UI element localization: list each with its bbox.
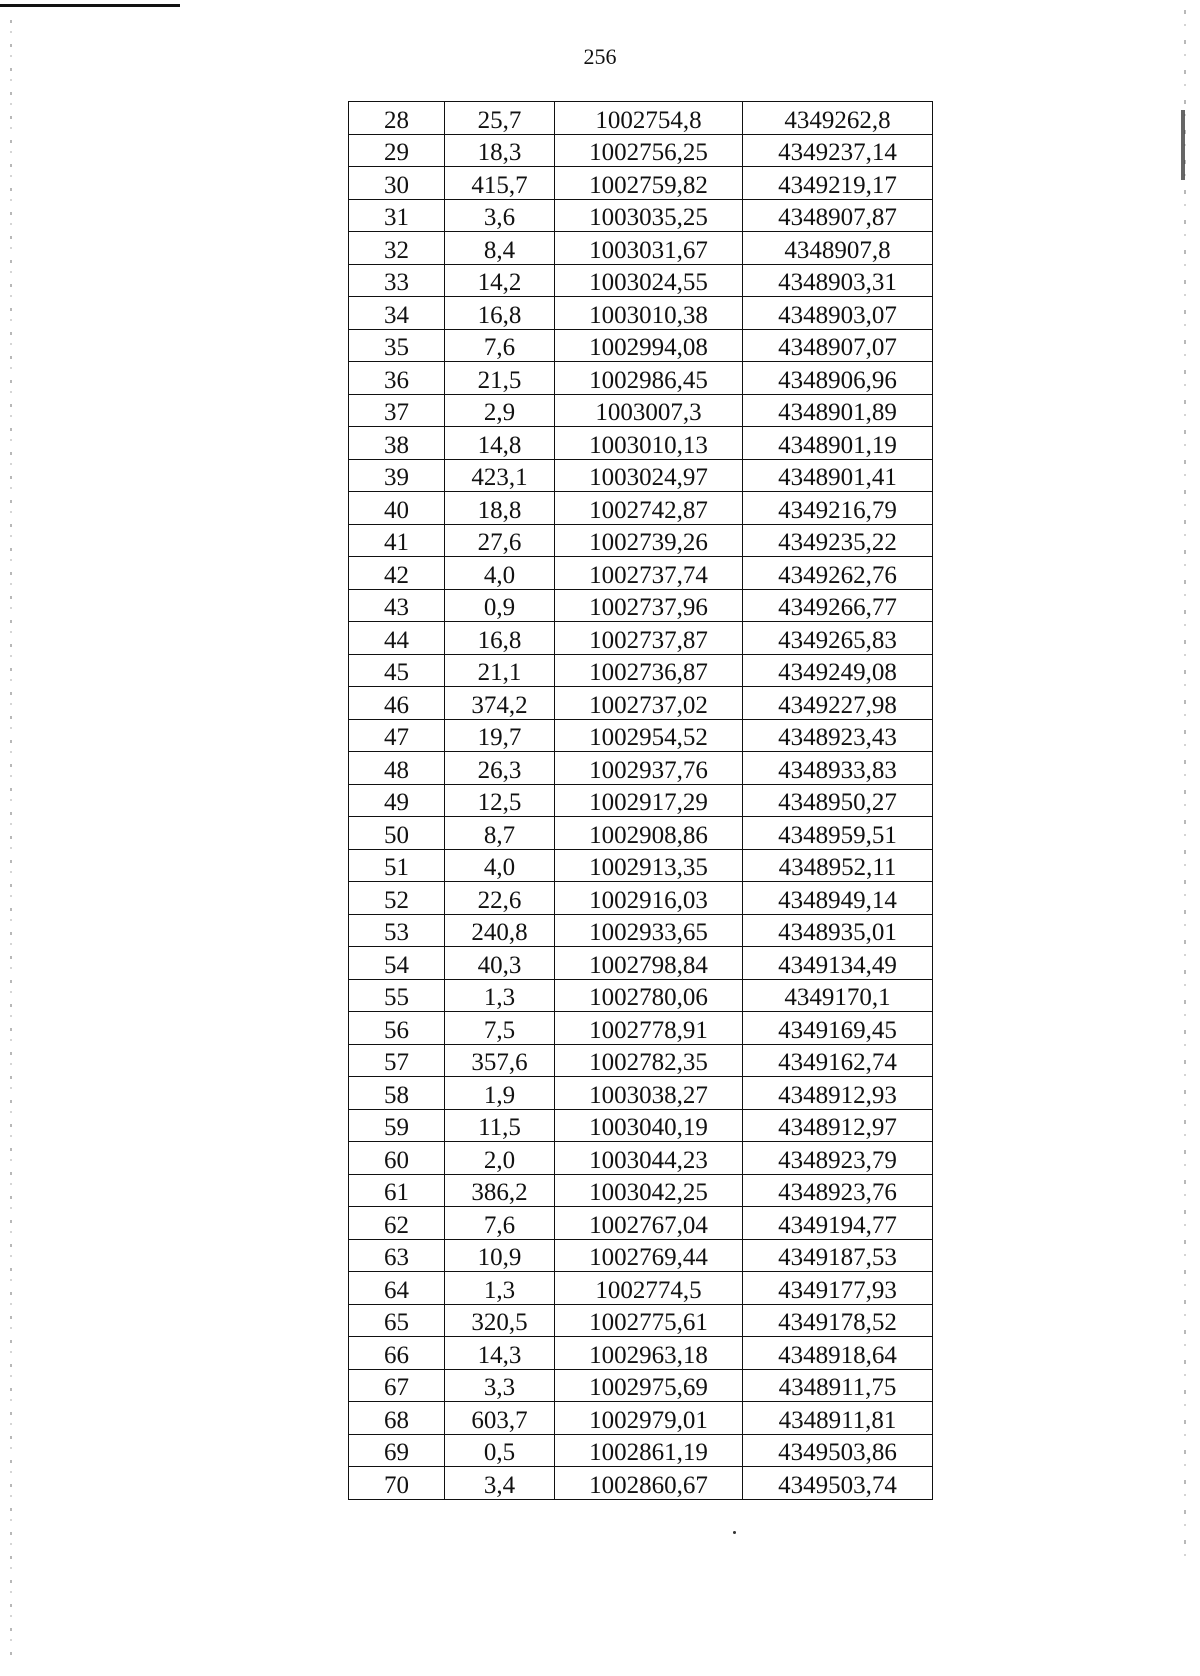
table-row xyxy=(349,1369,933,1402)
point-number-cell: 41 xyxy=(349,524,445,557)
x-coordinate-cell: 1002778,91 xyxy=(555,1012,743,1045)
y-coordinate-cell: 4349178,52 xyxy=(743,1304,933,1337)
y-coordinate-cell: 4348912,97 xyxy=(743,1109,933,1142)
length-cell: 2,0 xyxy=(445,1142,555,1175)
table-row xyxy=(349,1467,933,1500)
y-coordinate-cell: 4349266,77 xyxy=(743,589,933,622)
length-cell: 1,3 xyxy=(445,979,555,1012)
length-cell: 1,3 xyxy=(445,1272,555,1305)
y-coordinate-cell: 4349265,83 xyxy=(743,622,933,655)
x-coordinate-cell: 1003031,67 xyxy=(555,232,743,265)
table-row xyxy=(349,1337,933,1370)
y-coordinate-cell: 4349237,14 xyxy=(743,134,933,167)
x-coordinate-cell: 1002933,65 xyxy=(555,914,743,947)
table-row xyxy=(349,979,933,1012)
x-coordinate-cell: 1002775,61 xyxy=(555,1304,743,1337)
point-number-cell: 66 xyxy=(349,1337,445,1370)
x-coordinate-cell: 1003010,38 xyxy=(555,297,743,330)
length-cell: 603,7 xyxy=(445,1402,555,1435)
x-coordinate-cell: 1002954,52 xyxy=(555,719,743,752)
y-coordinate-cell: 4349219,17 xyxy=(743,167,933,200)
y-coordinate-cell: 4349249,08 xyxy=(743,654,933,687)
length-cell: 7,6 xyxy=(445,329,555,362)
table-row xyxy=(349,817,933,850)
y-coordinate-cell: 4348935,01 xyxy=(743,914,933,947)
length-cell: 14,2 xyxy=(445,264,555,297)
length-cell: 11,5 xyxy=(445,1109,555,1142)
length-cell: 320,5 xyxy=(445,1304,555,1337)
scan-dot xyxy=(733,1531,736,1534)
x-coordinate-cell: 1002780,06 xyxy=(555,979,743,1012)
point-number-cell: 43 xyxy=(349,589,445,622)
table-row xyxy=(349,199,933,232)
table-row xyxy=(349,1012,933,1045)
point-number-cell: 55 xyxy=(349,979,445,1012)
x-coordinate-cell: 1002908,86 xyxy=(555,817,743,850)
point-number-cell: 67 xyxy=(349,1369,445,1402)
x-coordinate-cell: 1003010,13 xyxy=(555,427,743,460)
table-row xyxy=(349,849,933,882)
y-coordinate-cell: 4348901,19 xyxy=(743,427,933,460)
point-number-cell: 36 xyxy=(349,362,445,395)
x-coordinate-cell: 1002737,74 xyxy=(555,557,743,590)
length-cell: 25,7 xyxy=(445,102,555,135)
x-coordinate-cell: 1002767,04 xyxy=(555,1207,743,1240)
length-cell: 12,5 xyxy=(445,784,555,817)
table-row xyxy=(349,752,933,785)
point-number-cell: 57 xyxy=(349,1044,445,1077)
y-coordinate-cell: 4348952,11 xyxy=(743,849,933,882)
point-number-cell: 58 xyxy=(349,1077,445,1110)
table-row xyxy=(349,882,933,915)
point-number-cell: 52 xyxy=(349,882,445,915)
x-coordinate-cell: 1002759,82 xyxy=(555,167,743,200)
x-coordinate-cell: 1003035,25 xyxy=(555,199,743,232)
length-cell: 22,6 xyxy=(445,882,555,915)
point-number-cell: 62 xyxy=(349,1207,445,1240)
table-row xyxy=(349,329,933,362)
length-cell: 16,8 xyxy=(445,297,555,330)
point-number-cell: 46 xyxy=(349,687,445,720)
length-cell: 415,7 xyxy=(445,167,555,200)
point-number-cell: 69 xyxy=(349,1434,445,1467)
point-number-cell: 28 xyxy=(349,102,445,135)
y-coordinate-cell: 4349503,74 xyxy=(743,1467,933,1500)
point-number-cell: 42 xyxy=(349,557,445,590)
length-cell: 2,9 xyxy=(445,394,555,427)
y-coordinate-cell: 4348923,76 xyxy=(743,1174,933,1207)
y-coordinate-cell: 4348907,87 xyxy=(743,199,933,232)
x-coordinate-cell: 1002917,29 xyxy=(555,784,743,817)
x-coordinate-cell: 1003038,27 xyxy=(555,1077,743,1110)
y-coordinate-cell: 4348911,75 xyxy=(743,1369,933,1402)
point-number-cell: 39 xyxy=(349,459,445,492)
scan-edge-right xyxy=(1184,10,1186,1570)
length-cell: 386,2 xyxy=(445,1174,555,1207)
point-number-cell: 40 xyxy=(349,492,445,525)
point-number-cell: 51 xyxy=(349,849,445,882)
x-coordinate-cell: 1003042,25 xyxy=(555,1174,743,1207)
table-row xyxy=(349,1304,933,1337)
length-cell: 3,4 xyxy=(445,1467,555,1500)
table-row xyxy=(349,784,933,817)
y-coordinate-cell: 4348923,79 xyxy=(743,1142,933,1175)
x-coordinate-cell: 1002737,02 xyxy=(555,687,743,720)
table-row xyxy=(349,1109,933,1142)
length-cell: 374,2 xyxy=(445,687,555,720)
table-row xyxy=(349,1142,933,1175)
y-coordinate-cell: 4348923,43 xyxy=(743,719,933,752)
table-row xyxy=(349,167,933,200)
point-number-cell: 32 xyxy=(349,232,445,265)
length-cell: 21,1 xyxy=(445,654,555,687)
top-rule xyxy=(0,4,180,7)
x-coordinate-cell: 1002737,96 xyxy=(555,589,743,622)
y-coordinate-cell: 4348901,41 xyxy=(743,459,933,492)
point-number-cell: 59 xyxy=(349,1109,445,1142)
x-coordinate-cell: 1002754,8 xyxy=(555,102,743,135)
y-coordinate-cell: 4348907,07 xyxy=(743,329,933,362)
x-coordinate-cell: 1002963,18 xyxy=(555,1337,743,1370)
y-coordinate-cell: 4348949,14 xyxy=(743,882,933,915)
length-cell: 10,9 xyxy=(445,1239,555,1272)
table-row xyxy=(349,622,933,655)
y-coordinate-cell: 4348907,8 xyxy=(743,232,933,265)
table-row xyxy=(349,1434,933,1467)
point-number-cell: 50 xyxy=(349,817,445,850)
x-coordinate-cell: 1002861,19 xyxy=(555,1434,743,1467)
point-number-cell: 29 xyxy=(349,134,445,167)
x-coordinate-cell: 1003044,23 xyxy=(555,1142,743,1175)
x-coordinate-cell: 1002994,08 xyxy=(555,329,743,362)
coordinates-table xyxy=(348,101,933,1500)
y-coordinate-cell: 4349169,45 xyxy=(743,1012,933,1045)
y-coordinate-cell: 4349262,8 xyxy=(743,102,933,135)
length-cell: 21,5 xyxy=(445,362,555,395)
x-coordinate-cell: 1002916,03 xyxy=(555,882,743,915)
x-coordinate-cell: 1003007,3 xyxy=(555,394,743,427)
length-cell: 14,3 xyxy=(445,1337,555,1370)
scan-edge-left xyxy=(10,20,12,1660)
table-row xyxy=(349,654,933,687)
x-coordinate-cell: 1002739,26 xyxy=(555,524,743,557)
y-coordinate-cell: 4348906,96 xyxy=(743,362,933,395)
table-row xyxy=(349,719,933,752)
point-number-cell: 49 xyxy=(349,784,445,817)
table-row xyxy=(349,427,933,460)
length-cell: 3,6 xyxy=(445,199,555,232)
length-cell: 3,3 xyxy=(445,1369,555,1402)
point-number-cell: 61 xyxy=(349,1174,445,1207)
length-cell: 7,6 xyxy=(445,1207,555,1240)
x-coordinate-cell: 1002937,76 xyxy=(555,752,743,785)
point-number-cell: 54 xyxy=(349,947,445,980)
table-row xyxy=(349,232,933,265)
point-number-cell: 35 xyxy=(349,329,445,362)
point-number-cell: 48 xyxy=(349,752,445,785)
y-coordinate-cell: 4348903,31 xyxy=(743,264,933,297)
length-cell: 0,9 xyxy=(445,589,555,622)
point-number-cell: 63 xyxy=(349,1239,445,1272)
table-row xyxy=(349,914,933,947)
table-row xyxy=(349,362,933,395)
y-coordinate-cell: 4348933,83 xyxy=(743,752,933,785)
point-number-cell: 30 xyxy=(349,167,445,200)
x-coordinate-cell: 1002798,84 xyxy=(555,947,743,980)
x-coordinate-cell: 1002913,35 xyxy=(555,849,743,882)
y-coordinate-cell: 4348903,07 xyxy=(743,297,933,330)
length-cell: 4,0 xyxy=(445,849,555,882)
point-number-cell: 37 xyxy=(349,394,445,427)
length-cell: 16,8 xyxy=(445,622,555,655)
point-number-cell: 31 xyxy=(349,199,445,232)
length-cell: 8,4 xyxy=(445,232,555,265)
length-cell: 27,6 xyxy=(445,524,555,557)
x-coordinate-cell: 1002756,25 xyxy=(555,134,743,167)
length-cell: 26,3 xyxy=(445,752,555,785)
point-number-cell: 38 xyxy=(349,427,445,460)
point-number-cell: 56 xyxy=(349,1012,445,1045)
y-coordinate-cell: 4349235,22 xyxy=(743,524,933,557)
table-row xyxy=(349,264,933,297)
table-body xyxy=(349,102,933,1500)
table-row xyxy=(349,1044,933,1077)
table-row xyxy=(349,1207,933,1240)
table-row xyxy=(349,589,933,622)
table-row xyxy=(349,492,933,525)
y-coordinate-cell: 4348918,64 xyxy=(743,1337,933,1370)
table-row xyxy=(349,524,933,557)
table-row xyxy=(349,297,933,330)
table-row xyxy=(349,947,933,980)
point-number-cell: 53 xyxy=(349,914,445,947)
y-coordinate-cell: 4349187,53 xyxy=(743,1239,933,1272)
x-coordinate-cell: 1003024,55 xyxy=(555,264,743,297)
x-coordinate-cell: 1003040,19 xyxy=(555,1109,743,1142)
length-cell: 423,1 xyxy=(445,459,555,492)
length-cell: 14,8 xyxy=(445,427,555,460)
table-row xyxy=(349,102,933,135)
y-coordinate-cell: 4348950,27 xyxy=(743,784,933,817)
x-coordinate-cell: 1002769,44 xyxy=(555,1239,743,1272)
x-coordinate-cell: 1002986,45 xyxy=(555,362,743,395)
page-number: 256 xyxy=(583,44,617,69)
x-coordinate-cell: 1002774,5 xyxy=(555,1272,743,1305)
y-coordinate-cell: 4349262,76 xyxy=(743,557,933,590)
point-number-cell: 33 xyxy=(349,264,445,297)
y-coordinate-cell: 4349503,86 xyxy=(743,1434,933,1467)
table-row xyxy=(349,687,933,720)
scan-mark-right xyxy=(1181,110,1185,180)
length-cell: 18,3 xyxy=(445,134,555,167)
y-coordinate-cell: 4349227,98 xyxy=(743,687,933,720)
table-row xyxy=(349,1174,933,1207)
y-coordinate-cell: 4349162,74 xyxy=(743,1044,933,1077)
length-cell: 357,6 xyxy=(445,1044,555,1077)
table-row xyxy=(349,459,933,492)
table-row xyxy=(349,394,933,427)
length-cell: 7,5 xyxy=(445,1012,555,1045)
table-row xyxy=(349,557,933,590)
table-row xyxy=(349,1239,933,1272)
length-cell: 1,9 xyxy=(445,1077,555,1110)
point-number-cell: 64 xyxy=(349,1272,445,1305)
length-cell: 40,3 xyxy=(445,947,555,980)
y-coordinate-cell: 4348901,89 xyxy=(743,394,933,427)
y-coordinate-cell: 4349170,1 xyxy=(743,979,933,1012)
y-coordinate-cell: 4349216,79 xyxy=(743,492,933,525)
x-coordinate-cell: 1002736,87 xyxy=(555,654,743,687)
length-cell: 4,0 xyxy=(445,557,555,590)
table-row xyxy=(349,1402,933,1435)
length-cell: 18,8 xyxy=(445,492,555,525)
y-coordinate-cell: 4349194,77 xyxy=(743,1207,933,1240)
y-coordinate-cell: 4348911,81 xyxy=(743,1402,933,1435)
x-coordinate-cell: 1002742,87 xyxy=(555,492,743,525)
point-number-cell: 60 xyxy=(349,1142,445,1175)
x-coordinate-cell: 1002860,67 xyxy=(555,1467,743,1500)
y-coordinate-cell: 4348959,51 xyxy=(743,817,933,850)
length-cell: 8,7 xyxy=(445,817,555,850)
point-number-cell: 34 xyxy=(349,297,445,330)
point-number-cell: 65 xyxy=(349,1304,445,1337)
table-row xyxy=(349,1272,933,1305)
point-number-cell: 44 xyxy=(349,622,445,655)
point-number-cell: 47 xyxy=(349,719,445,752)
y-coordinate-cell: 4349134,49 xyxy=(743,947,933,980)
x-coordinate-cell: 1002782,35 xyxy=(555,1044,743,1077)
length-cell: 19,7 xyxy=(445,719,555,752)
x-coordinate-cell: 1003024,97 xyxy=(555,459,743,492)
x-coordinate-cell: 1002979,01 xyxy=(555,1402,743,1435)
point-number-cell: 68 xyxy=(349,1402,445,1435)
y-coordinate-cell: 4348912,93 xyxy=(743,1077,933,1110)
point-number-cell: 45 xyxy=(349,654,445,687)
x-coordinate-cell: 1002975,69 xyxy=(555,1369,743,1402)
length-cell: 0,5 xyxy=(445,1434,555,1467)
length-cell: 240,8 xyxy=(445,914,555,947)
x-coordinate-cell: 1002737,87 xyxy=(555,622,743,655)
table-row xyxy=(349,1077,933,1110)
point-number-cell: 70 xyxy=(349,1467,445,1500)
table-row xyxy=(349,134,933,167)
y-coordinate-cell: 4349177,93 xyxy=(743,1272,933,1305)
